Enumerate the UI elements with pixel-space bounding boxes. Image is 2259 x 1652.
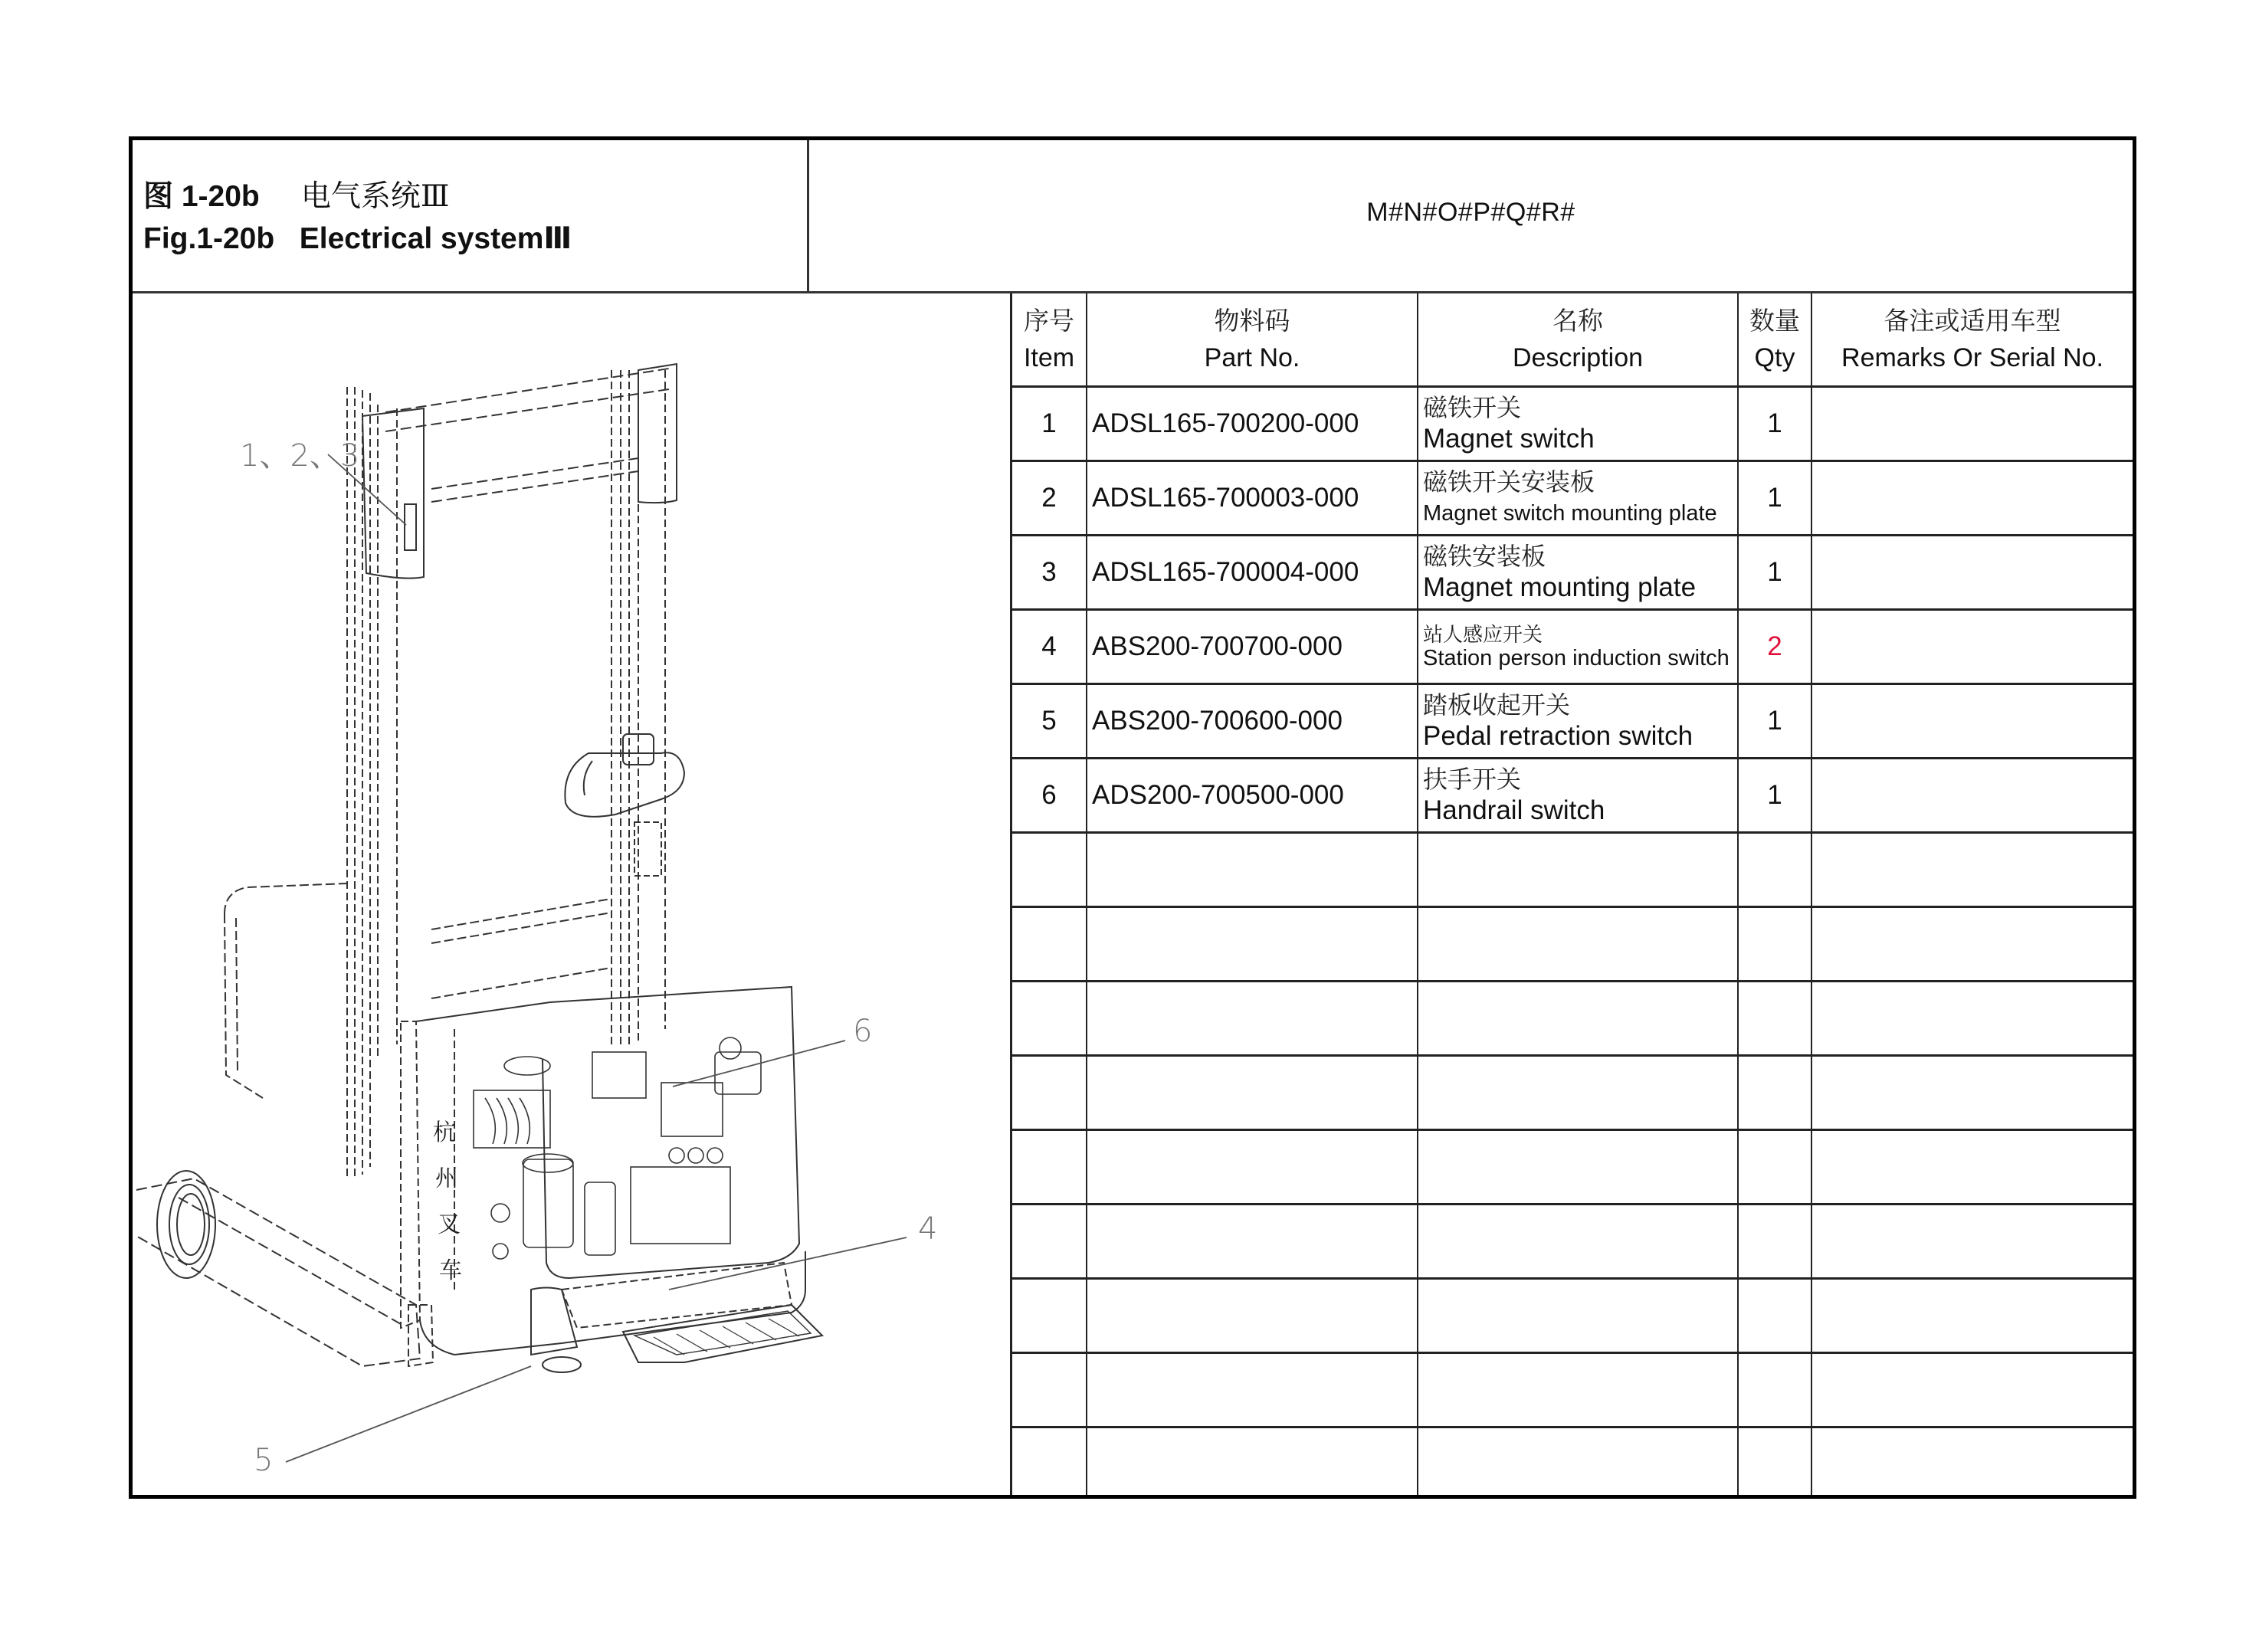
empty-table-row bbox=[1012, 834, 2133, 908]
empty-table-row bbox=[1012, 1131, 2133, 1205]
mast-right-bracket bbox=[638, 364, 677, 503]
part-number: ADS200-700500-000 bbox=[1087, 759, 1418, 831]
empty-table-row bbox=[1012, 908, 2133, 982]
description bbox=[1418, 759, 1739, 831]
col-header-en: Part No. bbox=[1204, 343, 1300, 372]
table-row bbox=[1012, 611, 2133, 685]
empty-table-row bbox=[1012, 1205, 2133, 1280]
figure-title-en bbox=[143, 221, 572, 256]
callout-6: 6 bbox=[853, 1014, 873, 1049]
parts-table bbox=[1010, 293, 2133, 1495]
callout-1-2-3: 1、2、3 bbox=[240, 438, 360, 474]
col-header-description bbox=[1418, 293, 1739, 385]
figure-title-cn bbox=[143, 172, 450, 215]
col-header-remarks bbox=[1812, 293, 2133, 385]
model-code: M#N#O#P#Q#R# bbox=[1366, 198, 1575, 227]
empty-table-row bbox=[1012, 1354, 2133, 1428]
load-wheel bbox=[157, 1171, 215, 1278]
item-number: 3 bbox=[1012, 536, 1087, 608]
svg-text:叉: 叉 bbox=[438, 1211, 461, 1238]
remarks bbox=[1812, 685, 2133, 757]
description-cn: 磁铁安装板 bbox=[1423, 542, 1546, 571]
callout-4: 4 bbox=[918, 1211, 938, 1247]
part-number: ADSL165-700003-000 bbox=[1087, 462, 1418, 534]
item-number: 4 bbox=[1012, 611, 1087, 683]
remarks bbox=[1812, 611, 2133, 683]
description bbox=[1418, 685, 1739, 757]
description bbox=[1418, 611, 1739, 683]
item-number: 1 bbox=[1012, 388, 1087, 460]
col-header-en: Item bbox=[1023, 343, 1075, 372]
description-cn: 扶手开关 bbox=[1423, 765, 1522, 794]
forklift-drawing bbox=[133, 293, 1012, 1495]
description-cn: 磁铁开关 bbox=[1423, 393, 1522, 422]
description-cn: 磁铁开关安装板 bbox=[1423, 467, 1595, 497]
empty-table-row bbox=[1012, 1280, 2133, 1354]
description-cn: 踏板收起开关 bbox=[1423, 690, 1571, 719]
quantity: 1 bbox=[1739, 536, 1812, 608]
description-en: Station person induction switch bbox=[1423, 645, 1729, 670]
remarks bbox=[1812, 759, 2133, 831]
table-row bbox=[1012, 388, 2133, 462]
table-row bbox=[1012, 536, 2133, 611]
leader-5 bbox=[286, 1366, 531, 1462]
description-en: Magnet switch bbox=[1423, 424, 1595, 454]
part-number: ABS200-700700-000 bbox=[1087, 611, 1418, 683]
col-header-en: Remarks Or Serial No. bbox=[1841, 343, 2103, 372]
figure-name-en: Electrical systemⅢ bbox=[299, 222, 572, 255]
description bbox=[1418, 536, 1739, 608]
description bbox=[1418, 462, 1739, 534]
table-row bbox=[1012, 759, 2133, 834]
empty-table-row bbox=[1012, 1428, 2133, 1495]
svg-text:杭: 杭 bbox=[433, 1119, 456, 1146]
part-number: ABS200-700600-000 bbox=[1087, 685, 1418, 757]
col-header-cn: 物料码 bbox=[1214, 306, 1290, 336]
item-number: 5 bbox=[1012, 685, 1087, 757]
table-header-row bbox=[1012, 293, 2133, 388]
empty-table-row bbox=[1012, 982, 2133, 1057]
parts-sheet-frame bbox=[129, 136, 2136, 1499]
magnet-switch-part bbox=[405, 504, 416, 550]
quantity-highlighted: 2 bbox=[1739, 611, 1812, 683]
col-header-en: Qty bbox=[1754, 343, 1795, 372]
description-en: Pedal retraction switch bbox=[1423, 721, 1693, 751]
model-code-block bbox=[809, 140, 2133, 293]
remarks bbox=[1812, 388, 2133, 460]
col-header-cn: 数量 bbox=[1749, 306, 1800, 336]
description-cn: 站人感应开关 bbox=[1423, 623, 1543, 647]
table-row bbox=[1012, 462, 2133, 536]
col-header-qty bbox=[1739, 293, 1812, 385]
part-number: ADSL165-700004-000 bbox=[1087, 536, 1418, 608]
part-number: ADSL165-700200-000 bbox=[1087, 388, 1418, 460]
quantity: 1 bbox=[1739, 462, 1812, 534]
item-number: 6 bbox=[1012, 759, 1087, 831]
description-en: Magnet mounting plate bbox=[1423, 572, 1697, 602]
col-header-en: Description bbox=[1512, 343, 1644, 372]
truck-body bbox=[401, 987, 799, 1328]
figure-title-block bbox=[133, 140, 809, 293]
empty-table-row bbox=[1012, 1057, 2133, 1131]
handrail bbox=[225, 883, 347, 914]
callout-5: 5 bbox=[254, 1443, 274, 1478]
figure-number-en: Fig.1-20b bbox=[143, 222, 275, 255]
tiller-handle bbox=[565, 734, 684, 876]
quantity: 1 bbox=[1739, 685, 1812, 757]
svg-text:车: 车 bbox=[439, 1257, 462, 1284]
item-number: 2 bbox=[1012, 462, 1087, 534]
description-en: Handrail switch bbox=[1423, 795, 1605, 825]
col-header-cn: 序号 bbox=[1024, 306, 1074, 336]
mast-left-rails bbox=[347, 387, 397, 1178]
figure-number-cn: 图 1-20b bbox=[143, 180, 260, 213]
figure-name-cn: 电气系统Ⅲ bbox=[300, 179, 450, 214]
col-header-part-no bbox=[1087, 293, 1418, 385]
table-row bbox=[1012, 685, 2133, 759]
electrical-compartment bbox=[474, 1037, 761, 1259]
remarks bbox=[1812, 536, 2133, 608]
svg-text:州: 州 bbox=[435, 1165, 458, 1192]
leader-6 bbox=[673, 1041, 845, 1087]
col-header-item bbox=[1012, 293, 1087, 385]
mast-top-crossbeam bbox=[385, 369, 669, 502]
quantity: 1 bbox=[1739, 388, 1812, 460]
description bbox=[1418, 388, 1739, 460]
remarks bbox=[1812, 462, 2133, 534]
col-header-cn: 名称 bbox=[1552, 306, 1603, 336]
description-en: Magnet switch mounting plate bbox=[1423, 501, 1717, 526]
col-header-cn: 备注或适用车型 bbox=[1884, 306, 2061, 336]
quantity: 1 bbox=[1739, 759, 1812, 831]
